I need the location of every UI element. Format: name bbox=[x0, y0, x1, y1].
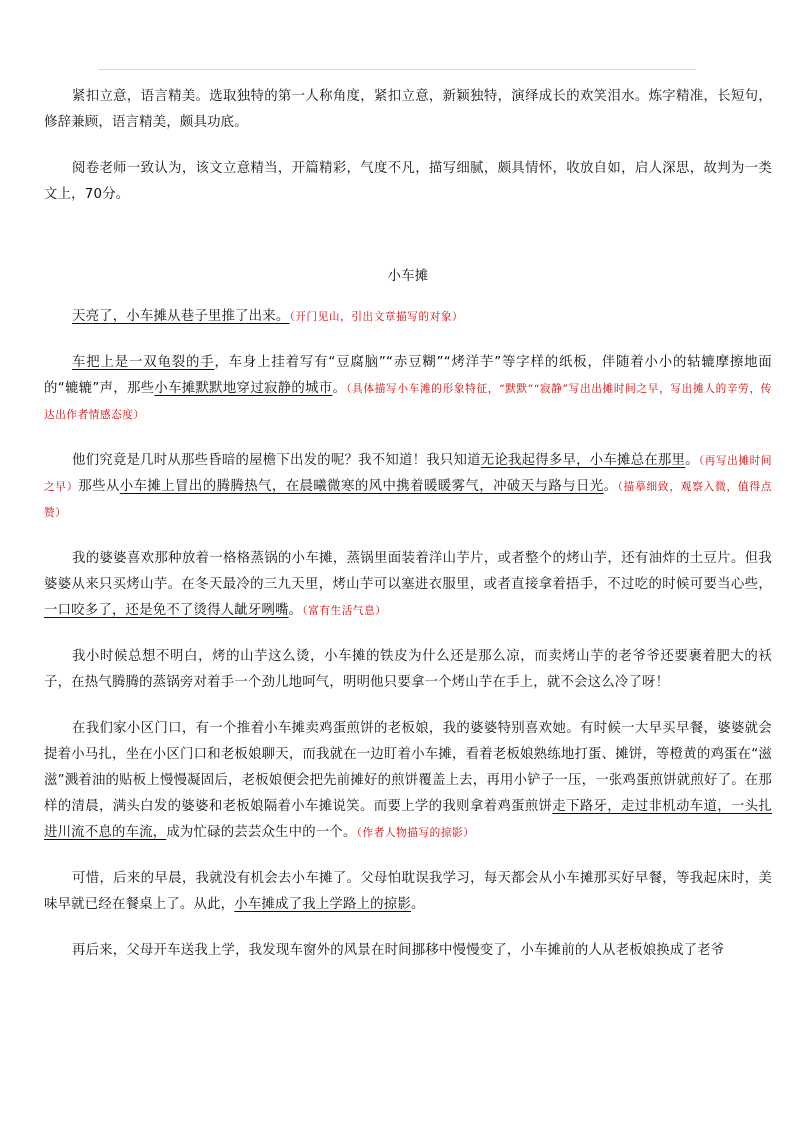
essay-paragraph-8: 再后来，父母开车送我上学，我发现车窗外的风景在时间挪移中慢慢变了，小车摊前的人从老板娘换成了老爷 bbox=[72, 943, 725, 958]
paragraph-text: 成为忙碌的芸芸众生中的一个。 bbox=[166, 825, 357, 840]
paragraph-text: 我的婆婆喜欢那种放着一格格蒸锅的小车摊，蒸锅里面装着洋山芋片，或者整个的烤山芋，还有油炸的土豆片。但我婆婆从来只买烤山芋。在冬天最冷的三九天里，烤山芋可以塞进衣服里，或者直接拿着捂手，不过吃的时候可要当心些， bbox=[44, 551, 772, 592]
essay-paragraph-4 bbox=[44, 546, 772, 624]
paragraph-text: 。 bbox=[603, 479, 618, 494]
paragraph-text: 。 bbox=[410, 897, 425, 912]
paragraph-text: 。 bbox=[288, 603, 303, 618]
intro-paragraph-1: 紧扣立意，语言精美。选取独特的第一人称角度，紧扣立意，新颖独特，演绎成长的欢笑泪水。炼字精准，长短句，修辞兼顾，语言精美，颇具功底。 bbox=[44, 89, 772, 130]
paragraph-text: 。 bbox=[685, 453, 699, 468]
underlined-phrase: 小车摊上冒出的腾腾热气，在晨曦微寒的风中携着暖暖雾气，冲破天与路与日光 bbox=[119, 479, 604, 494]
paragraph-text: 可惜，后来的早晨，我就没有机会去小车摊了。父母怕耽误我学习，每天都会从小车摊那买好早餐，等我起床时，美味早就已经在餐桌上了。从此， bbox=[44, 871, 772, 912]
document-page bbox=[44, 84, 772, 984]
red-annotation: （开门见山，引出文章描写的对象） bbox=[289, 311, 464, 323]
paragraph-text: 那些从 bbox=[78, 479, 120, 494]
essay-paragraph-3 bbox=[44, 448, 772, 526]
red-annotation: （再写出摊时间之早） bbox=[44, 455, 773, 493]
intro-paragraph-2: 阅卷老师一致认为，该文立意精当，开篇精彩，气度不凡，描写细腻，颇具情怀，收放自如，启人深思，故判为一类文上，70分。 bbox=[44, 161, 772, 202]
underlined-phrase: 车把上是一双龟裂的手 bbox=[72, 355, 215, 370]
red-annotation: （作者人物描写的掠影） bbox=[356, 827, 475, 839]
essay-paragraph-7 bbox=[44, 866, 772, 918]
essay-paragraph-2 bbox=[44, 350, 772, 428]
paragraph-text: 。 bbox=[332, 381, 347, 396]
underlined-phrase: 小车摊默默地穿过寂静的城市 bbox=[154, 381, 333, 396]
red-annotation: （描摹细致，观察入微，值得点赞） bbox=[44, 481, 772, 519]
header-divider bbox=[98, 69, 696, 70]
red-annotation: （富有生活气息） bbox=[302, 605, 387, 617]
underlined-phrase: 无论我起得多早，小车摊总在那里 bbox=[480, 453, 686, 468]
paragraph-text: ，车身上挂着写有“豆腐脑”“赤豆糊”“烤洋芋”等字样的纸板，伴随着小小的轱辘摩擦地面的“辘辘”声，那些 bbox=[44, 355, 772, 396]
underlined-phrase: 一口咬多了，还是免不了烫得人龇牙咧嘴 bbox=[44, 603, 289, 618]
essay-title: 小车摊 bbox=[387, 269, 429, 284]
red-annotation: （具体描写小车滩的形象特征，“默默”“寂静”写出出摊时间之早，写出摊人的辛劳，传达出作者情感态度） bbox=[44, 383, 772, 421]
underlined-phrase: 走下路牙，走过非机动车道，一头扎进川流不息的车流， bbox=[44, 799, 772, 840]
essay-paragraph-1 bbox=[44, 304, 772, 330]
essay-paragraph-5: 我小时候总想不明白，烤的山芋这么烫，小车摊的铁皮为什么还是那么凉，而卖烤山芋的老爷爷还要裹着肥大的袄子，在热气腾腾的蒸锅旁对着手一个劲儿地呵气，明明他只要拿一个烤山芋在手上，就不会这么冷了呀！ bbox=[44, 649, 772, 690]
paragraph-text: 他们究竟是几时从那些昏暗的屋檐下出发的呢？我不知道！我只知道 bbox=[72, 453, 481, 468]
paragraph-text: 在我们家小区门口，有一个推着小车摊卖鸡蛋煎饼的老板娘，我的婆婆特别喜欢她。有时候一大早买早餐，婆婆就会提着小马扎，坐在小区门口和老板娘聊天，而我就在一边盯着小车摊，看着老板娘熟练地打蛋、摊饼，等橙黄的鸡蛋在“滋滋”溅着油的贴板上慢慢凝固后，老板娘便会把先前摊好的煎饼覆盖上去，再用小铲子一压，一张鸡蛋煎饼就煎好了。在那样的清晨，满头白发的婆婆和老板娘隔着小车摊说笑。而要上学的我则拿着鸡蛋煎饼 bbox=[44, 721, 772, 814]
underlined-sentence: 天亮了，小车摊从巷子里推了出来。 bbox=[72, 309, 290, 324]
underlined-phrase: 小车摊成了我上学路上的掠影 bbox=[234, 897, 411, 912]
essay-paragraph-6 bbox=[44, 716, 772, 846]
